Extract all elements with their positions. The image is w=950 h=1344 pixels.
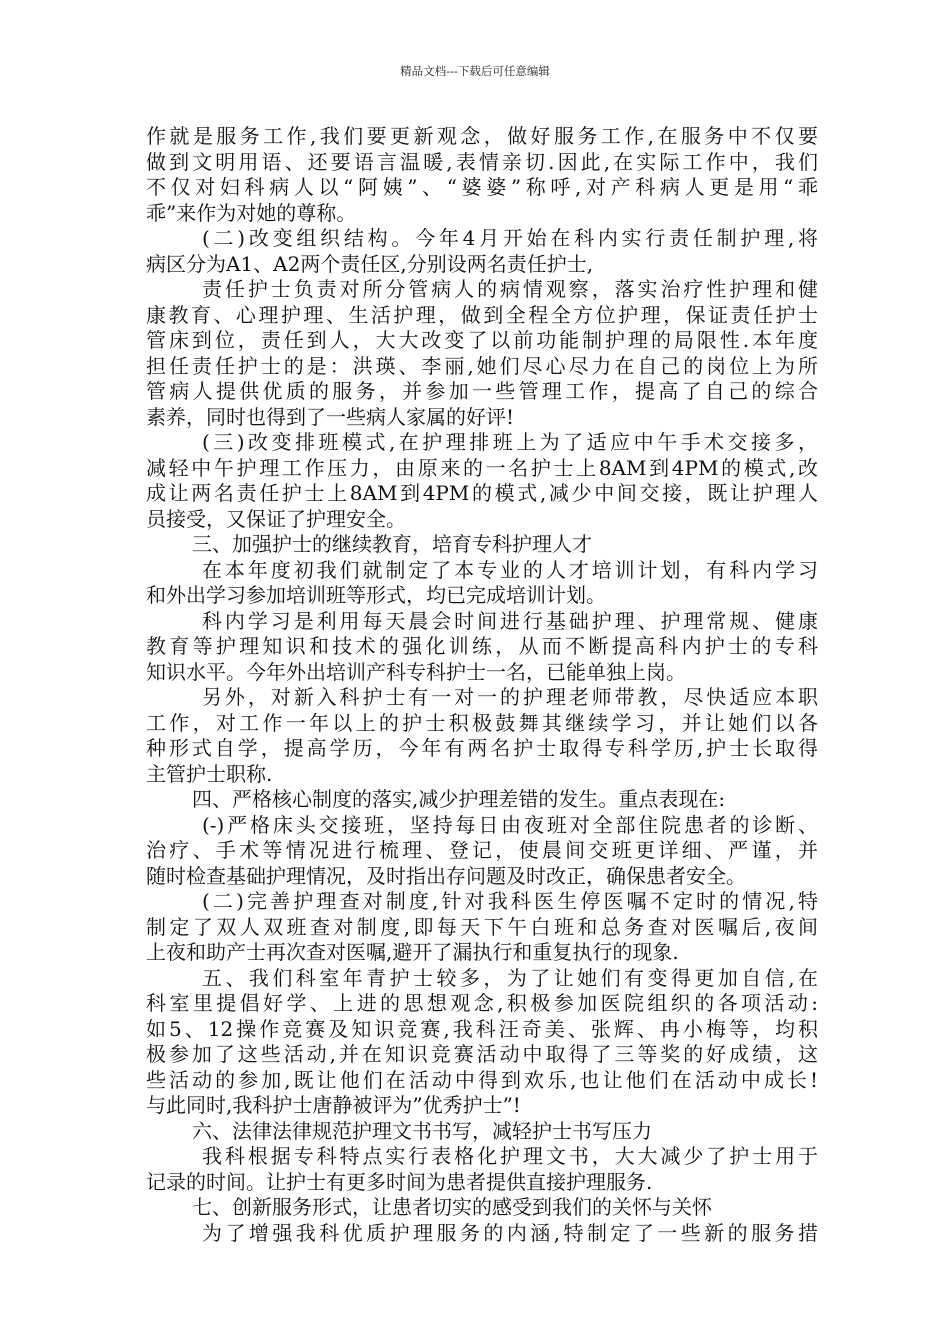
text-line: 主管护士职称. <box>146 761 273 786</box>
text-line: 教育等护理知识和技术的强化训练，从而不断提高科内护士的专科 <box>146 634 818 658</box>
text-line: (二)完善护理查对制度,针对我科医生停医嘱不定时的情况,特 <box>202 889 818 913</box>
text-line: 与此同时,我科护士唐静被评为”优秀护士”! <box>146 1093 521 1117</box>
text-line: 病区分为A1、A2两个责任区,分别设两名责任护士, <box>146 251 594 276</box>
text-line: 记录的时间。让护士有更多时间为患者提供直接护理服务. <box>146 1169 653 1194</box>
section-heading: 四、严格核心制度的落实,减少护理差错的发生。重点表现在: <box>192 787 726 811</box>
text-line: 些活动的参加,既让他们在活动中得到欢乐,也让他们在活动中成长! <box>146 1067 818 1092</box>
text-line: 治疗、手术等情况进行梳理、登记，使晨间交班更详细、严谨，并 <box>146 838 818 862</box>
text-line: 另外，对新入科护士有一对一的护理老师带教，尽快适应本职 <box>202 685 818 709</box>
text-line: 不仅对妇科病人以“阿姨”、“婆婆”称呼,对产科病人更是用“乖 <box>146 175 818 199</box>
section-heading: 三、加强护士的继续教育，培育专科护理人才 <box>192 532 592 556</box>
text-line: 科室里提倡好学、上进的思想观念,积极参加医院组织的各项活动: <box>146 991 818 1015</box>
text-line: 工作，对工作一年以上的护士积极鼓舞其继续学习，并让她们以各 <box>146 710 818 735</box>
text-line: 如5、12操作竞赛及知识竞赛,我科汪奇美、张辉、冉小梅等，均积 <box>146 1016 818 1041</box>
text-line: (二)改变组织结构。今年4月开始在科内实行责任制护理,将 <box>202 226 818 250</box>
text-line: 极参加了这些活动,并在知识竞赛活动中取得了三等奖的好成绩，这 <box>146 1042 818 1066</box>
text-line: 做到文明用语、还要语言温暖,表情亲切.因此,在实际工作中，我们 <box>146 149 818 174</box>
text-line: 我科根据专科特点实行表格化护理文书，大大减少了护士用于 <box>202 1144 818 1168</box>
text-line: 上夜和助产士再次查对医嘱,避开了漏执行和重复执行的现象. <box>146 940 679 964</box>
text-line: 制定了双人双班查对制度,即每天下午白班和总务查对医嘱后,夜间 <box>146 914 818 939</box>
text-line: 乖”来作为对她的尊称。 <box>146 200 357 225</box>
section-heading: 六、法律法律规范护理文书书写，减轻护士书写压力 <box>192 1118 652 1143</box>
text-line: 成让两名责任护士上8AM到4PM的模式,减少中间交接，既让护理人 <box>146 481 818 505</box>
text-line: 知识水平。今年外出培训产科专科护士一名，已能单独上岗。 <box>146 659 686 684</box>
text-line: 减轻中午护理工作压力，由原来的一名护士上8AM到4PM的模式,改 <box>146 455 818 480</box>
text-line: 责任护士负责对所分管病人的病情观察，落实治疗性护理和健 <box>202 277 818 301</box>
text-line: 素养，同时也得到了一些病人家属的好评! <box>146 404 515 429</box>
document-body <box>146 124 818 1246</box>
section-heading: 七、创新服务形式，让患者切实的感受到我们的关怀与关怀 <box>192 1195 712 1219</box>
text-line: 为了增强我科优质护理服务的内涵,特制定了一些新的服务措 <box>202 1220 818 1245</box>
text-line: 管床到位，责任到人，大大改变了以前功能制护理的局限性.本年度 <box>146 328 818 352</box>
text-line: 作就是服务工作,我们要更新观念，做好服务工作,在服务中不仅要 <box>146 124 818 148</box>
text-line: 随时检查基础护理情况，及时指出存问题及时改正，确保患者安全。 <box>146 863 746 888</box>
text-line: 担任责任护士的是：洪瑛、李丽,她们尽心尽力在自己的岗位上为所 <box>146 353 818 378</box>
text-line: 种形式自学，提高学历，今年有两名护士取得专科学历,护士长取得 <box>146 736 818 760</box>
text-line: 和外出学习参加培训班等形式，均已完成培训计划。 <box>146 583 606 607</box>
text-line: 科内学习是利用每天晨会时间进行基础护理、护理常规、健康 <box>202 608 818 633</box>
text-line: 康教育、心理护理、生活护理，做到全程全方位护理，保证责任护士 <box>146 302 818 327</box>
text-line: (-)严格床头交接班，坚持每日由夜班对全部住院患者的诊断、 <box>202 812 818 837</box>
text-line: (三)改变排班模式,在护理排班上为了适应中午手术交接多， <box>202 430 818 454</box>
text-line: 在本年度初我们就制定了本专业的人才培训计划，有科内学习 <box>202 557 818 582</box>
text-line: 管病人提供优质的服务，并参加一些管理工作，提高了自己的综合 <box>146 379 818 403</box>
text-line: 五、我们科室年青护士较多，为了让她们有变得更加自信,在 <box>202 965 818 990</box>
page-header: 精品文档---下载后可任意编辑 <box>400 64 550 78</box>
text-line: 员接受，又保证了护理安全。 <box>146 506 406 531</box>
